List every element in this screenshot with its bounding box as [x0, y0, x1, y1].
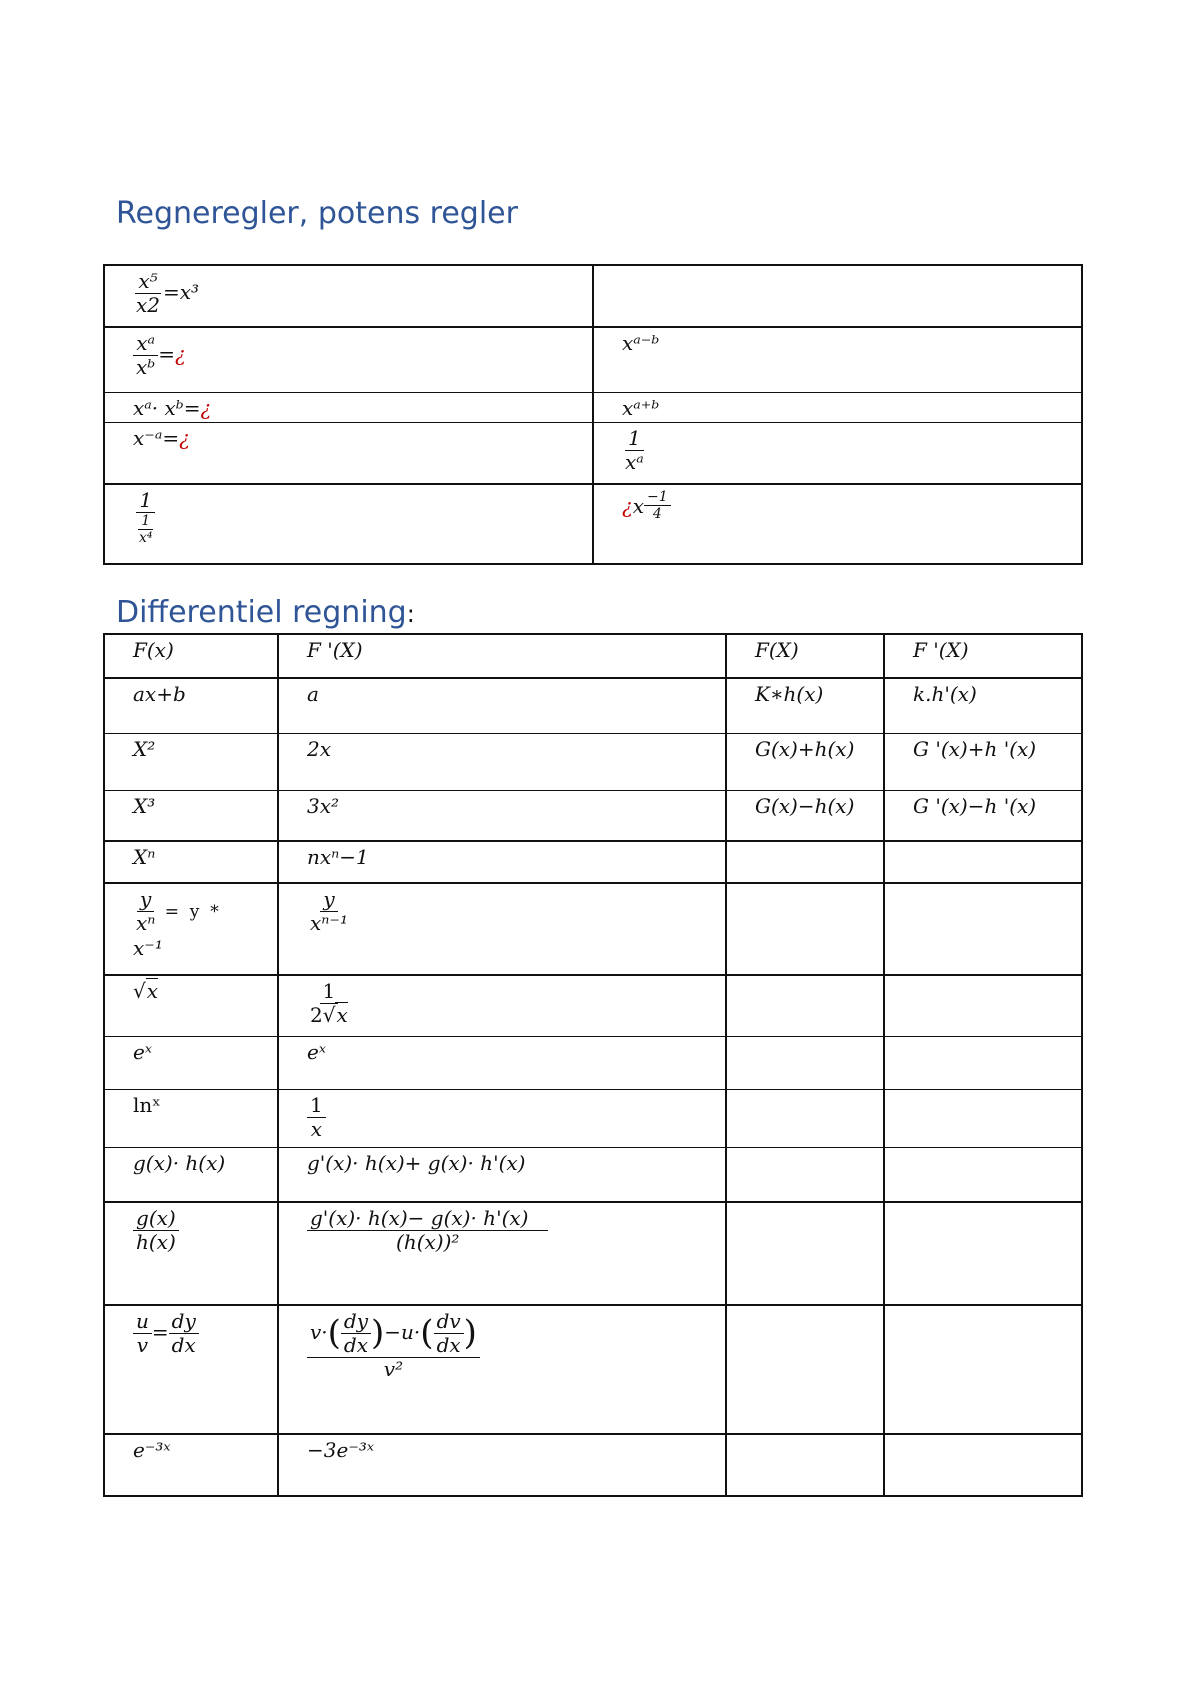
rule-cell: xᵃ· xᵇ=¿ [104, 392, 593, 422]
table-row [104, 1202, 1082, 1305]
derivative-cell: g'(x)· h(x)+ g(x)· h'(x) [278, 1147, 726, 1202]
derivative-cell [884, 1147, 1082, 1202]
header-cell: F(x) [104, 634, 278, 678]
function-cell: eˣ [104, 1036, 278, 1089]
derivatives-table [103, 633, 1083, 1497]
function-cell: G(x)+h(x) [726, 733, 884, 790]
derivative-cell [278, 883, 726, 975]
derivative-cell [278, 1089, 726, 1147]
fraction: $\frac{g'(x)\cdot h(x)- g(x)\cdot h'(x)}{\text{(h(x))²}}$ [307, 1207, 548, 1254]
derivative-cell [278, 1202, 726, 1305]
table-row [104, 1147, 1082, 1202]
rule-cell: x⁻ᵃ=¿ [104, 422, 593, 484]
function-cell [726, 1434, 884, 1496]
function-cell: K∗h(x) [726, 678, 884, 733]
fraction: v·( $\frac{dy}{dx}$ )−u·( $\frac{dv}{dx}$ ) v² [307, 1310, 480, 1381]
table-row [104, 1434, 1082, 1496]
rule-cell: $\frac{\text{x⁵}}{x2}$ =x³ [104, 265, 593, 327]
result-cell: xᵃ⁺ᵇ [593, 392, 1082, 422]
result-cell: ¿x $\frac{-1}{4}$ [593, 484, 1082, 564]
table-row [104, 327, 1082, 392]
table-row [104, 733, 1082, 790]
fraction: $\frac{\text{xᵃ}}{\text{xᵇ}}$ [133, 332, 158, 379]
table-row [104, 883, 1082, 975]
header-cell: F(X) [726, 634, 884, 678]
power-rules-table [103, 264, 1083, 565]
fraction: $\frac{\text{x⁵}}{x2}$ [136, 269, 161, 317]
derivative-cell [884, 1434, 1082, 1496]
function-cell [726, 975, 884, 1036]
table-row [104, 975, 1082, 1036]
derivative-cell [884, 1089, 1082, 1147]
function-cell: g(x)· h(x) [104, 1147, 278, 1202]
function-cell [726, 883, 884, 975]
function-cell: X³ [104, 790, 278, 841]
derivative-cell: G '(x)−h '(x) [884, 790, 1082, 841]
function-cell: $\frac{u}{v}$ = $\frac{dy}{dx}$ [104, 1305, 278, 1434]
table-row [104, 790, 1082, 841]
function-cell: $\frac{y}{\text{xⁿ}}$ = y * x⁻¹ [104, 883, 278, 975]
function-cell: √x [104, 975, 278, 1036]
result-cell [593, 265, 1082, 327]
derivative-cell: a [278, 678, 726, 733]
table-row [104, 422, 1082, 484]
fraction: $\frac{dy}{dx}$ [341, 1310, 371, 1357]
fraction: $\frac{u}{v}$ [133, 1310, 152, 1357]
section-title-differential: Differentiel regning: [116, 595, 415, 630]
fraction: $\frac{1}{\text{xᵃ}}$ [625, 425, 644, 474]
derivative-cell: 2x [278, 733, 726, 790]
fraction: $\frac{y}{\text{xⁿ⁻¹}}$ [310, 887, 348, 935]
fraction: $\frac{dy}{dx}$ [169, 1310, 199, 1357]
function-cell [726, 1202, 884, 1305]
derivative-cell [884, 1305, 1082, 1434]
derivative-cell [884, 1202, 1082, 1305]
function-cell: G(x)−h(x) [726, 790, 884, 841]
fraction: $\frac{g(x)}{h(x)}$ [133, 1207, 179, 1254]
header-row [104, 634, 1082, 678]
function-cell [104, 1202, 278, 1305]
table-row [104, 841, 1082, 883]
derivative-cell: k.h'(x) [884, 678, 1082, 733]
fraction: $\frac{1}{\text{x⁴}}$ [139, 513, 153, 547]
fraction: $\frac{1}{\frac{1}{\text{x⁴}}}$ [133, 489, 159, 546]
derivative-cell: −3e⁻³ˣ [278, 1434, 726, 1496]
derivative-cell [278, 975, 726, 1036]
function-cell: lnˣ [104, 1089, 278, 1147]
function-cell [726, 1036, 884, 1089]
rule-cell: $\frac{\text{xᵃ}}{\text{xᵇ}}$ =¿ [104, 327, 593, 392]
derivative-cell [884, 841, 1082, 883]
table-row [104, 1089, 1082, 1147]
rule-cell [104, 484, 593, 564]
function-cell [726, 1305, 884, 1434]
derivative-cell [884, 1036, 1082, 1089]
function-cell: X² [104, 733, 278, 790]
fraction: $\frac{dv}{dx}$ [434, 1310, 464, 1357]
header-cell: F '(X) [278, 634, 726, 678]
function-cell [726, 1089, 884, 1147]
table-row [104, 1305, 1082, 1434]
function-cell [726, 841, 884, 883]
table-row [104, 1036, 1082, 1089]
table-row [104, 392, 1082, 422]
function-cell: e⁻³ˣ [104, 1434, 278, 1496]
result-cell: xᵃ⁻ᵇ [593, 327, 1082, 392]
table-row [104, 265, 1082, 327]
derivative-cell [884, 883, 1082, 975]
header-cell: F '(X) [884, 634, 1082, 678]
section-title-power-rules: Regneregler, potens regler [116, 196, 518, 231]
result-cell [593, 422, 1082, 484]
function-cell: ax+b [104, 678, 278, 733]
fraction: $\frac{y}{\text{xⁿ}}$ [136, 887, 156, 935]
fraction: $\frac{1}{x}$ [307, 1094, 326, 1141]
table-row [104, 678, 1082, 733]
table-row [104, 484, 1082, 564]
derivative-cell: nxⁿ−1 [278, 841, 726, 883]
function-cell: Xⁿ [104, 841, 278, 883]
derivative-cell: G '(x)+h '(x) [884, 733, 1082, 790]
fraction: $\frac{1}{2√x}$ [310, 979, 348, 1027]
derivative-cell [278, 1305, 726, 1434]
exponent-fraction: $\frac{-1}{4}$ [644, 489, 671, 522]
derivative-cell [884, 975, 1082, 1036]
derivative-cell: eˣ [278, 1036, 726, 1089]
derivative-cell: 3x² [278, 790, 726, 841]
function-cell [726, 1147, 884, 1202]
